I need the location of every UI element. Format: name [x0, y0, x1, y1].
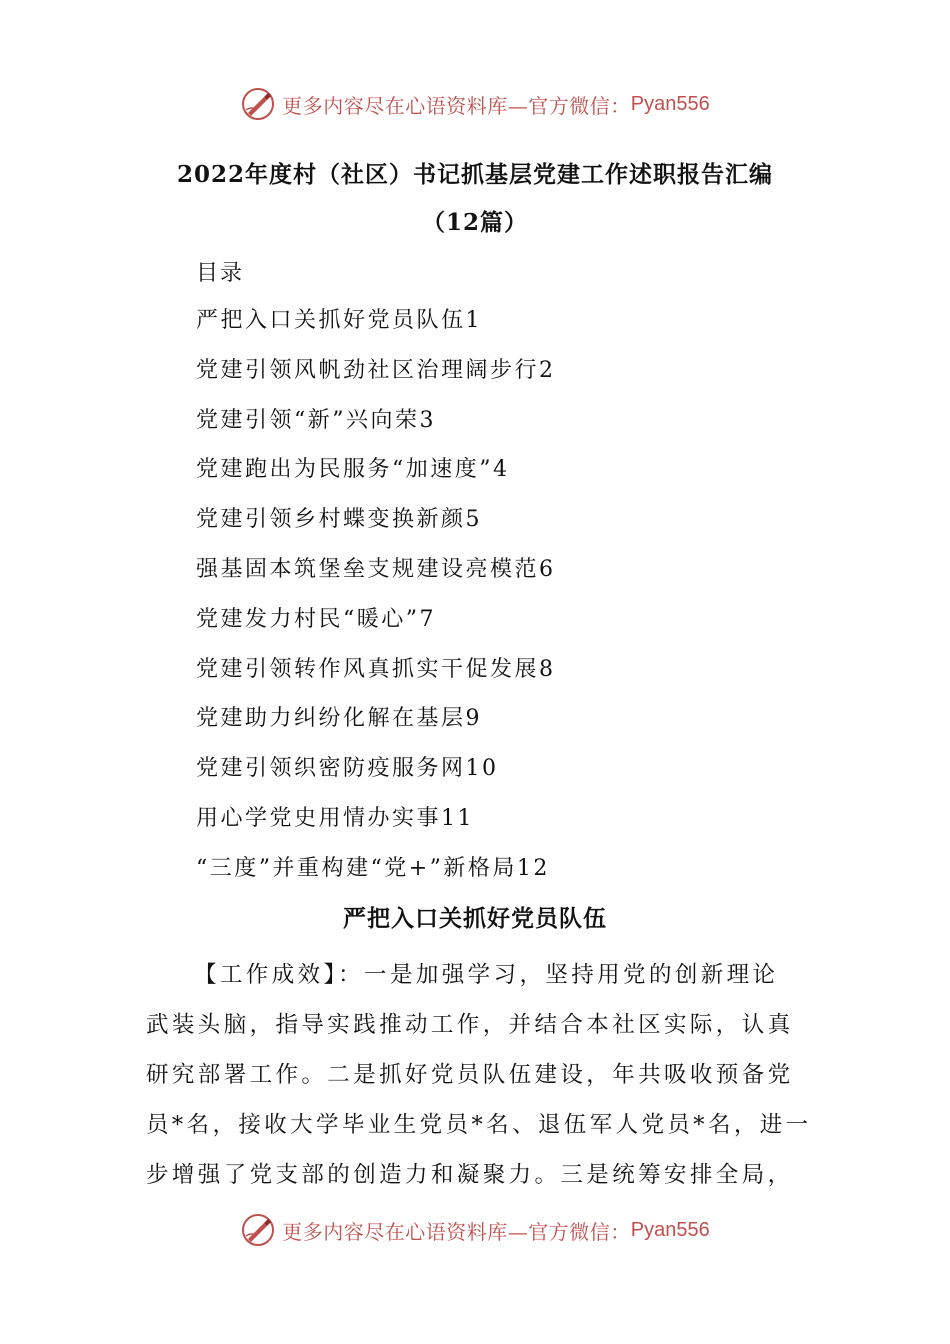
toc-item[interactable]: 严把入口关抓好党员队伍1	[196, 308, 482, 333]
toc-item[interactable]: 党建引领织密防疫服务网10	[196, 756, 499, 782]
watermark-text: 更多内容尽在心语资料库—官方微信：	[282, 1219, 631, 1244]
watermark-banner-top	[0, 84, 950, 124]
toc-item[interactable]: 强基固本筑堡垒支规建设亮模范6	[196, 556, 556, 582]
body-line: 研究部署工作。二是抓好党员队伍建设，年共吸收预备党	[146, 1062, 794, 1088]
toc-item[interactable]: 党建引领乡村蝶变换新颜5	[196, 507, 482, 533]
watermark-wechat-id: Pyan556	[630, 92, 710, 115]
document-title: 2022年度村（社区）书记抓基层党建工作述职报告汇编	[176, 161, 773, 188]
toc-item[interactable]: 党建引领“新”兴向荣3	[196, 407, 436, 433]
pen-logo-icon	[240, 86, 276, 122]
pen-logo-icon	[240, 1212, 276, 1248]
toc-item[interactable]: 党建发力村民“暖心”7	[196, 606, 436, 632]
watermark-wechat-id: Pyan556	[630, 1218, 710, 1241]
toc-item[interactable]: 党建跑出为民服务“加速度”4	[196, 457, 510, 483]
body-line: 员*名，接收大学毕业生党员*名、退伍军人党员*名，进一	[146, 1112, 812, 1138]
watermark-text: 更多内容尽在心语资料库—官方微信：	[282, 93, 631, 118]
section-title: 严把入口关抓好党员队伍	[343, 905, 607, 932]
toc-list	[196, 305, 556, 903]
toc-item[interactable]: “三度”并重构建“党+”新格局12	[196, 855, 550, 881]
toc-item[interactable]: 党建引领转作风真抓实干促发展8	[196, 656, 556, 682]
toc-item[interactable]: 党建助力纠纷化解在基层9	[196, 706, 482, 732]
toc-item[interactable]: 党建引领风帆劲社区治理阔步行2	[196, 357, 556, 383]
body-line: 【工作成效】：一是加强学习，坚持用党的创新理论	[194, 962, 779, 988]
watermark-banner-bottom	[0, 1210, 950, 1250]
body-line: 步增强了党支部的创造力和凝聚力。三是统筹安排全局，	[146, 1162, 794, 1188]
toc-heading: 目录	[196, 261, 245, 286]
document-title-count: （12篇）	[421, 209, 528, 236]
body-paragraph	[146, 950, 812, 1200]
toc-item[interactable]: 用心学党史用情办实事11	[196, 805, 474, 831]
body-line: 武装头脑，指导实践推动工作，并结合本社区实际，认真	[146, 1012, 794, 1038]
